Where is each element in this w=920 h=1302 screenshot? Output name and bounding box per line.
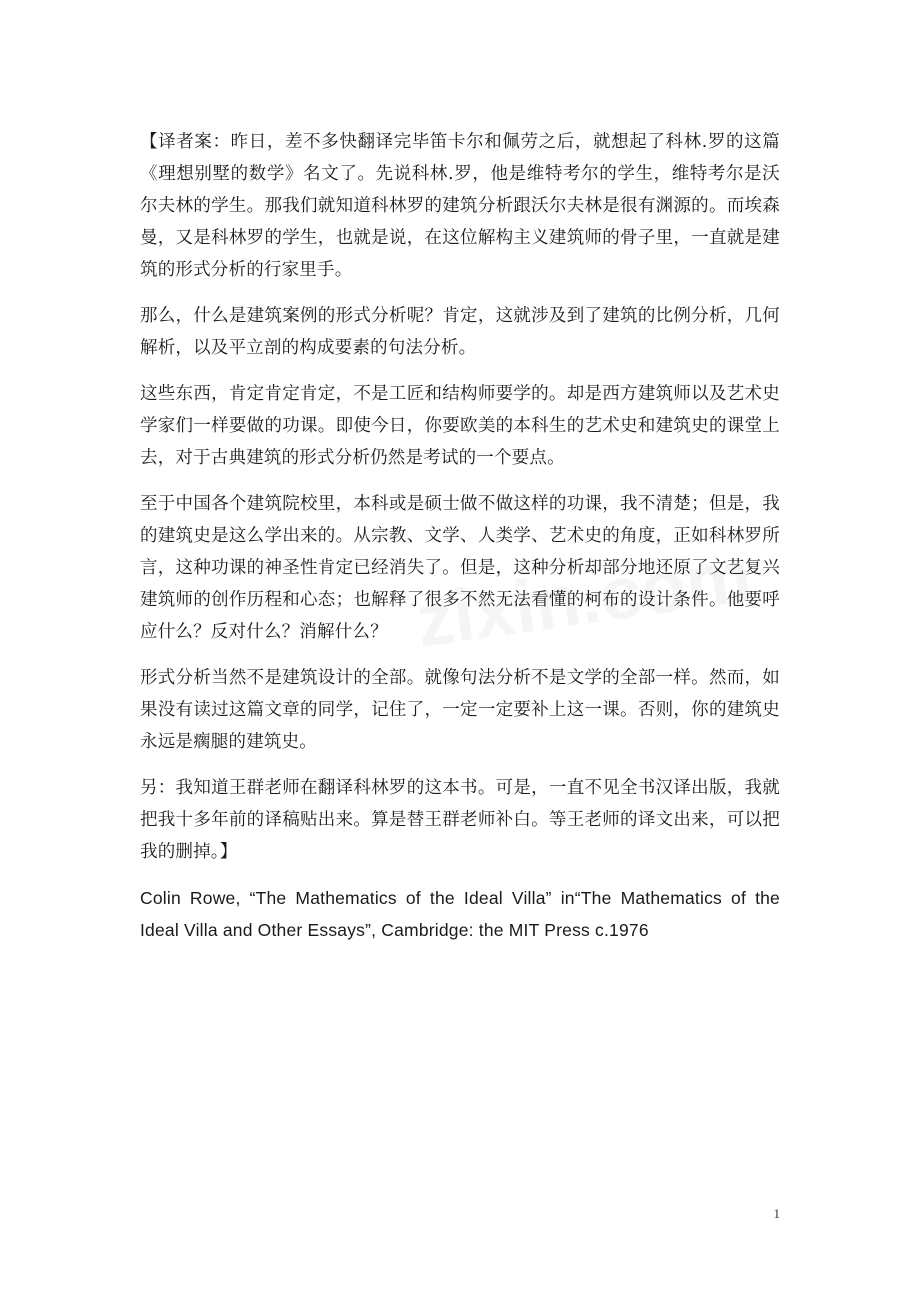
paragraph-not-everything: 形式分析当然不是建筑设计的全部。就像句法分析不是文学的全部一样。然而，如果没有读过这篇文章的同学，记住了，一定一定要补上这一课。否则，你的建筑史永远是瘸腿的建筑史。 bbox=[140, 668, 780, 752]
paragraph-western-curriculum: 这些东西，肯定肯定肯定，不是工匠和结构师要学的。却是西方建筑师以及艺术史学家们一样要做的功课。即使今日，你要欧美的本科生的艺术史和建筑史的课堂上去，对于古典建筑的形式分析仍然是考试的一个要点。 bbox=[140, 384, 780, 468]
page-number: 1 bbox=[773, 1206, 780, 1221]
document-body bbox=[140, 126, 780, 960]
paragraph-translator-note: 【译者案：昨日，差不多快翻译完毕笛卡尔和佩劳之后，就想起了科林.罗的这篇《理想别墅的数学》名文了。先说科林.罗，他是维特考尔的学生，维特考尔是沃尔夫林的学生。那我们就知道科林罗的建筑分析跟沃尔夫林是很有渊源的。而埃森曼，又是科林罗的学生，也就是说，在这位解构主义建筑师的骨子里，一直就是建筑的形式分析的行家里手。 bbox=[140, 132, 780, 280]
paragraph-postscript: 另：我知道王群老师在翻译科林罗的这本书。可是，一直不见全书汉译出版，我就把我十多年前的译稿贴出来。算是替王群老师补白。等王老师的译文出来，可以把我的删掉。】 bbox=[140, 778, 780, 862]
citation: Colin Rowe, “The Mathematics of the Ideal Villa” in“The Mathematics of the Ideal Villa and Other Essays”, Cambridge: the MIT Press c.1976 bbox=[140, 888, 780, 940]
paragraph-chinese-schools: 至于中国各个建筑院校里，本科或是硕士做不做这样的功课，我不清楚；但是，我的建筑史是这么学出来的。从宗教、文学、人类学、艺术史的角度，正如科林罗所言，这种功课的神圣性肯定已经消失了。但是，这种分析却部分地还原了文艺复兴建筑师的创作历程和心态；也解释了很多不然无法看懂的柯布的设计条件。他要呼应什么？反对什么？消解什么？ bbox=[140, 494, 780, 642]
paragraph-formal-analysis-question: 那么，什么是建筑案例的形式分析呢？肯定，这就涉及到了建筑的比例分析，几何解析，以及平立剖的构成要素的句法分析。 bbox=[140, 306, 780, 358]
